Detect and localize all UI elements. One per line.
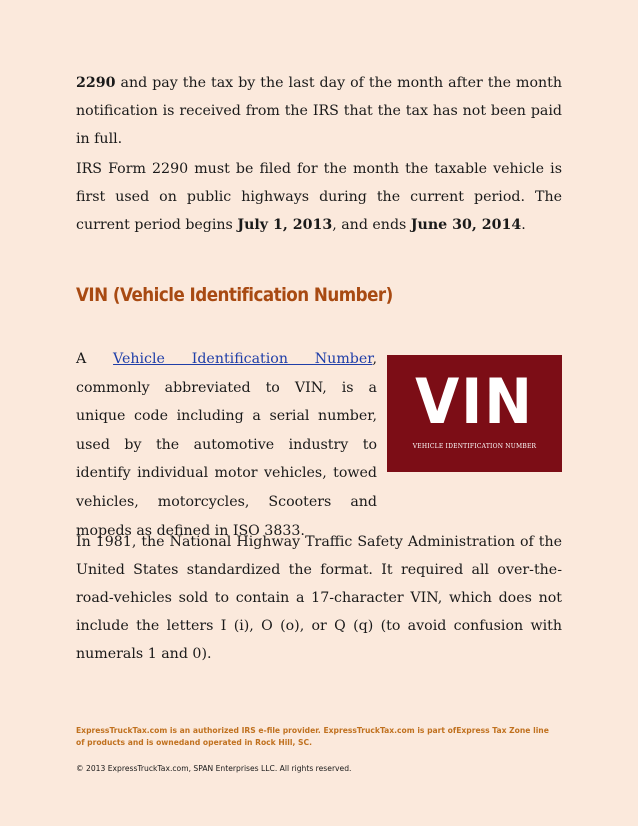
period-start-date: July 1, 2013 xyxy=(237,217,333,233)
paragraph-text: . xyxy=(521,217,526,233)
paragraph-text: , commonly abbreviated to VIN, is a unique code including a serial number, used by the automotive industry to identify individual motor vehicles, towed vehicles, motorcycles, Scooters and mopeds as defined in ISO 3833. xyxy=(76,351,377,539)
vin-link[interactable]: Vehicle Identification Number xyxy=(113,351,373,367)
paragraph-vin-history: In 1981, the National Highway Traffic Safety Administration of the United States standardized the format. It required all over-the-road-vehicles sold to contain a 17-character VIN, which does not include the letters I (i), O (o), or Q (q) (to avoid confusion with numerals 1 and 0). xyxy=(76,534,562,662)
paragraph-text: IRS Form 2290 must be filed for the month the taxable vehicle is first used on public highways during the current period. The current period begins xyxy=(76,161,562,233)
form-number-bold: 2290 xyxy=(76,75,116,91)
paragraph-text: , and ends xyxy=(332,217,411,233)
footer-provider-note: ExpressTruckTax.com is an authorized IRS e-file provider. ExpressTruckTax.com is part ofExpress Tax Zone line of products and is ownedand operated in Rock Hill, SC. xyxy=(76,726,549,747)
period-end-date: June 30, 2014 xyxy=(410,217,522,233)
paragraph-filing-period xyxy=(76,155,562,239)
footer-copyright: © 2013 ExpressTruckTax.com, SPAN Enterprises LLC. All rights reserved. xyxy=(76,764,352,773)
section-heading-vin: VIN (Vehicle Identification Number) xyxy=(76,284,393,306)
paragraph-tax-deadline xyxy=(76,69,562,153)
paragraph-text: A xyxy=(76,351,114,367)
paragraph-text: and pay the tax by the last day of the month after the month notification is received from the IRS that the tax has not been paid in full. xyxy=(76,75,562,147)
vin-graphic xyxy=(387,355,562,472)
vin-graphic-subtitle: VEHICLE IDENTIFICATION NUMBER xyxy=(412,443,537,450)
paragraph-vin-definition xyxy=(76,345,377,545)
vin-graphic-title: VIN xyxy=(415,365,534,438)
